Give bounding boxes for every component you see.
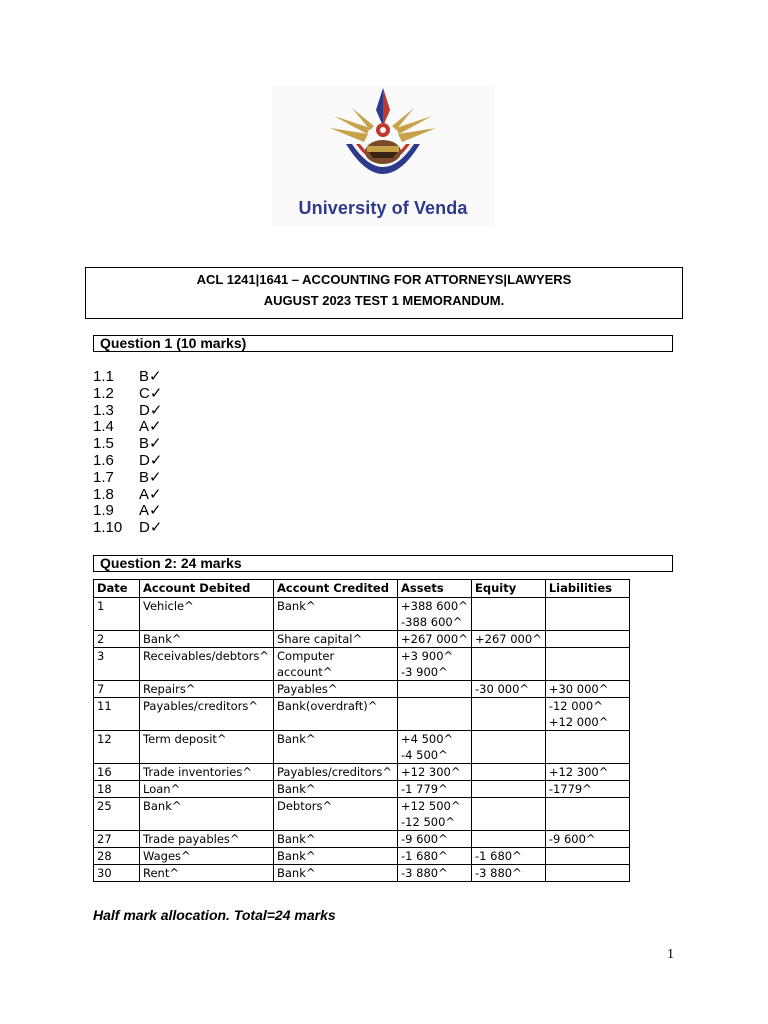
- table-row: [94, 631, 630, 648]
- cell-line: Bank^: [143, 799, 182, 813]
- question2-table: [93, 579, 630, 882]
- cell-line: -4 500^: [401, 748, 448, 762]
- table-cell-assets: [398, 648, 472, 681]
- table-cell-credited: [274, 698, 398, 731]
- table-cell-liabilities: [545, 831, 629, 848]
- table-cell-assets: [398, 831, 472, 848]
- course-title: ACL 1241|1641 – ACCOUNTING FOR ATTORNEYS|LAWYERS: [196, 272, 572, 287]
- answer-letter: D✓: [139, 401, 163, 419]
- cell-line: +12 500^: [401, 799, 461, 813]
- cell-line: Term deposit^: [143, 732, 227, 746]
- table-cell-liabilities: [545, 764, 629, 781]
- table-row: [94, 648, 630, 681]
- table-cell-debited: [140, 631, 274, 648]
- cell-line: -9 600^: [548, 832, 596, 846]
- table-cell-date: 7: [94, 681, 140, 698]
- table-cell-assets: [398, 781, 472, 798]
- cell-line: +4 500^: [401, 732, 454, 746]
- table-cell-assets: [398, 764, 472, 781]
- table-cell-assets: [398, 598, 472, 631]
- cell-line: Bank^: [277, 599, 316, 613]
- answer-number: 1.8: [93, 485, 114, 503]
- table-cell-date: 27: [94, 831, 140, 848]
- cell-line: Debtors^: [277, 799, 333, 813]
- cell-line: account^: [277, 665, 333, 679]
- cell-line: Bank^: [277, 849, 316, 863]
- cell-line: +3 900^: [401, 649, 454, 663]
- column-header: Equity: [472, 580, 546, 598]
- answer-number: 1.5: [93, 435, 114, 453]
- cell-line: -1 680^: [401, 849, 448, 863]
- answer-letter: A✓: [139, 502, 162, 520]
- cell-line: -1 680^: [475, 849, 522, 863]
- cell-line: Payables/creditors^: [277, 765, 393, 779]
- cell-line: -3 880^: [401, 866, 448, 880]
- table-cell-debited: [140, 731, 274, 764]
- table-row: [94, 865, 630, 882]
- document-title-box: [85, 267, 683, 319]
- answer-row: [93, 520, 213, 537]
- question1-answers: [93, 369, 213, 537]
- table-cell-debited: [140, 698, 274, 731]
- table-cell-liabilities: [545, 848, 629, 865]
- cell-line: Bank(overdraft)^: [277, 699, 378, 713]
- university-logo: [272, 86, 494, 226]
- table-cell-equity: [472, 764, 546, 781]
- table-cell-equity: [472, 731, 546, 764]
- question2-heading: Question 2: 24 marks: [93, 555, 673, 572]
- table-cell-date: 12: [94, 731, 140, 764]
- answer-row: [93, 470, 213, 487]
- cell-line: Bank^: [277, 732, 316, 746]
- cell-line: +12 300^: [548, 765, 609, 779]
- cell-line: +12 300^: [401, 765, 461, 779]
- column-header: Account Debited: [140, 580, 274, 598]
- answer-row: [93, 386, 213, 403]
- table-cell-liabilities: [545, 631, 629, 648]
- table-cell-credited: [274, 598, 398, 631]
- answer-letter: D✓: [139, 451, 163, 469]
- table-row: [94, 781, 630, 798]
- table-cell-date: 28: [94, 848, 140, 865]
- cell-line: Rent^: [143, 866, 179, 880]
- answer-letter: D✓: [139, 519, 163, 537]
- table-row: [94, 598, 630, 631]
- answer-letter: A✓: [139, 418, 162, 436]
- answer-row: [93, 453, 213, 470]
- table-cell-assets: [398, 631, 472, 648]
- table-row: [94, 764, 630, 781]
- cell-line: -30 000^: [475, 682, 530, 696]
- table-cell-assets: [398, 848, 472, 865]
- cell-line: +267 000^: [475, 632, 542, 646]
- table-cell-date: 30: [94, 865, 140, 882]
- table-cell-date: 11: [94, 698, 140, 731]
- answer-number: 1.6: [93, 451, 114, 469]
- table-cell-equity: [472, 781, 546, 798]
- table-header-row: [94, 580, 630, 598]
- answer-row: [93, 503, 213, 520]
- cell-line: Bank^: [143, 632, 182, 646]
- cell-line: Vehicle^: [143, 599, 194, 613]
- cell-line: Trade inventories^: [143, 765, 252, 779]
- cell-line: Receivables/debtors^: [143, 649, 270, 663]
- table-cell-credited: [274, 631, 398, 648]
- cell-line: Trade payables^: [143, 832, 240, 846]
- answer-row: [93, 369, 213, 386]
- table-cell-debited: [140, 598, 274, 631]
- cell-line: Payables^: [277, 682, 338, 696]
- answer-row: [93, 436, 213, 453]
- university-crest-icon: [272, 86, 494, 198]
- cell-line: -388 600^: [401, 615, 463, 629]
- table-cell-date: 1: [94, 598, 140, 631]
- table-cell-credited: [274, 731, 398, 764]
- question1-heading: Question 1 (10 marks): [93, 335, 673, 352]
- table-cell-assets: [398, 865, 472, 882]
- cell-line: -12 000^: [548, 699, 603, 713]
- cell-line: -9 600^: [401, 832, 448, 846]
- table-cell-credited: [274, 831, 398, 848]
- answer-row: [93, 403, 213, 420]
- table-cell-date: 3: [94, 648, 140, 681]
- table-cell-date: 16: [94, 764, 140, 781]
- marks-note: Half mark allocation. Total=24 marks: [93, 907, 336, 923]
- cell-line: Share capital^: [277, 632, 363, 646]
- cell-line: Repairs^: [143, 682, 196, 696]
- cell-line: +30 000^: [548, 682, 609, 696]
- table-cell-credited: [274, 764, 398, 781]
- table-cell-debited: [140, 681, 274, 698]
- table-cell-assets: [398, 798, 472, 831]
- cell-line: Payables/creditors^: [143, 699, 259, 713]
- cell-line: +388 600^: [401, 599, 468, 613]
- cell-line: -3 880^: [475, 866, 522, 880]
- answer-row: [93, 487, 213, 504]
- answer-number: 1.4: [93, 418, 114, 436]
- answer-number: 1.1: [93, 368, 114, 385]
- table-cell-debited: [140, 865, 274, 882]
- table-cell-debited: [140, 848, 274, 865]
- table-cell-liabilities: [545, 865, 629, 882]
- cell-line: Computer: [277, 649, 335, 663]
- table-cell-credited: [274, 798, 398, 831]
- table-row: [94, 848, 630, 865]
- university-name: University of Venda: [298, 198, 468, 218]
- column-header: Liabilities: [545, 580, 629, 598]
- cell-line: -1 779^: [401, 782, 448, 796]
- table-cell-credited: [274, 848, 398, 865]
- table-cell-liabilities: [545, 781, 629, 798]
- table-row: [94, 831, 630, 848]
- table-cell-assets: [398, 681, 472, 698]
- memo-title: AUGUST 2023 TEST 1 MEMORANDUM.: [263, 293, 505, 308]
- table-cell-equity: [472, 798, 546, 831]
- answer-letter: B✓: [139, 435, 162, 453]
- table-cell-equity: [472, 681, 546, 698]
- table-cell-equity: [472, 631, 546, 648]
- table-cell-date: 2: [94, 631, 140, 648]
- table-cell-debited: [140, 648, 274, 681]
- cell-line: -1779^: [548, 782, 592, 796]
- table-cell-credited: [274, 648, 398, 681]
- answer-row: [93, 419, 213, 436]
- cell-line: +12 000^: [548, 715, 609, 729]
- table-cell-equity: [472, 698, 546, 731]
- column-header: Assets: [398, 580, 472, 598]
- answer-number: 1.7: [93, 468, 114, 486]
- table-cell-debited: [140, 764, 274, 781]
- table-cell-liabilities: [545, 648, 629, 681]
- table-cell-equity: [472, 831, 546, 848]
- answer-letter: A✓: [139, 485, 162, 503]
- table-cell-equity: [472, 598, 546, 631]
- answer-number: 1.10: [93, 519, 123, 537]
- table-cell-liabilities: [545, 681, 629, 698]
- table-cell-credited: [274, 681, 398, 698]
- table-cell-debited: [140, 831, 274, 848]
- cell-line: Wages^: [143, 849, 191, 863]
- table-row: [94, 731, 630, 764]
- table-cell-debited: [140, 798, 274, 831]
- table-row: [94, 681, 630, 698]
- cell-line: Bank^: [277, 866, 316, 880]
- table-cell-liabilities: [545, 798, 629, 831]
- table-cell-date: 25: [94, 798, 140, 831]
- table-cell-assets: [398, 698, 472, 731]
- table-row: [94, 798, 630, 831]
- page-number: 1: [667, 947, 674, 962]
- cell-line: +267 000^: [401, 632, 468, 646]
- table-cell-liabilities: [545, 598, 629, 631]
- answer-letter: B✓: [139, 468, 162, 486]
- table-cell-credited: [274, 781, 398, 798]
- table-cell-equity: [472, 648, 546, 681]
- answer-letter: B✓: [139, 368, 162, 385]
- table-cell-equity: [472, 865, 546, 882]
- table-cell-liabilities: [545, 698, 629, 731]
- cell-line: Loan^: [143, 782, 181, 796]
- answer-letter: C✓: [139, 384, 163, 402]
- cell-line: -12 500^: [401, 815, 456, 829]
- table-cell-equity: [472, 848, 546, 865]
- answer-number: 1.3: [93, 401, 114, 419]
- table-cell-date: 18: [94, 781, 140, 798]
- cell-line: Bank^: [277, 782, 316, 796]
- column-header: Date: [94, 580, 140, 598]
- answer-number: 1.9: [93, 502, 114, 520]
- cell-line: Bank^: [277, 832, 316, 846]
- table-cell-assets: [398, 731, 472, 764]
- table-cell-debited: [140, 781, 274, 798]
- column-header: Account Credited: [274, 580, 398, 598]
- table-cell-liabilities: [545, 731, 629, 764]
- answer-number: 1.2: [93, 384, 114, 402]
- cell-line: -3 900^: [401, 665, 448, 679]
- table-row: [94, 698, 630, 731]
- table-cell-credited: [274, 865, 398, 882]
